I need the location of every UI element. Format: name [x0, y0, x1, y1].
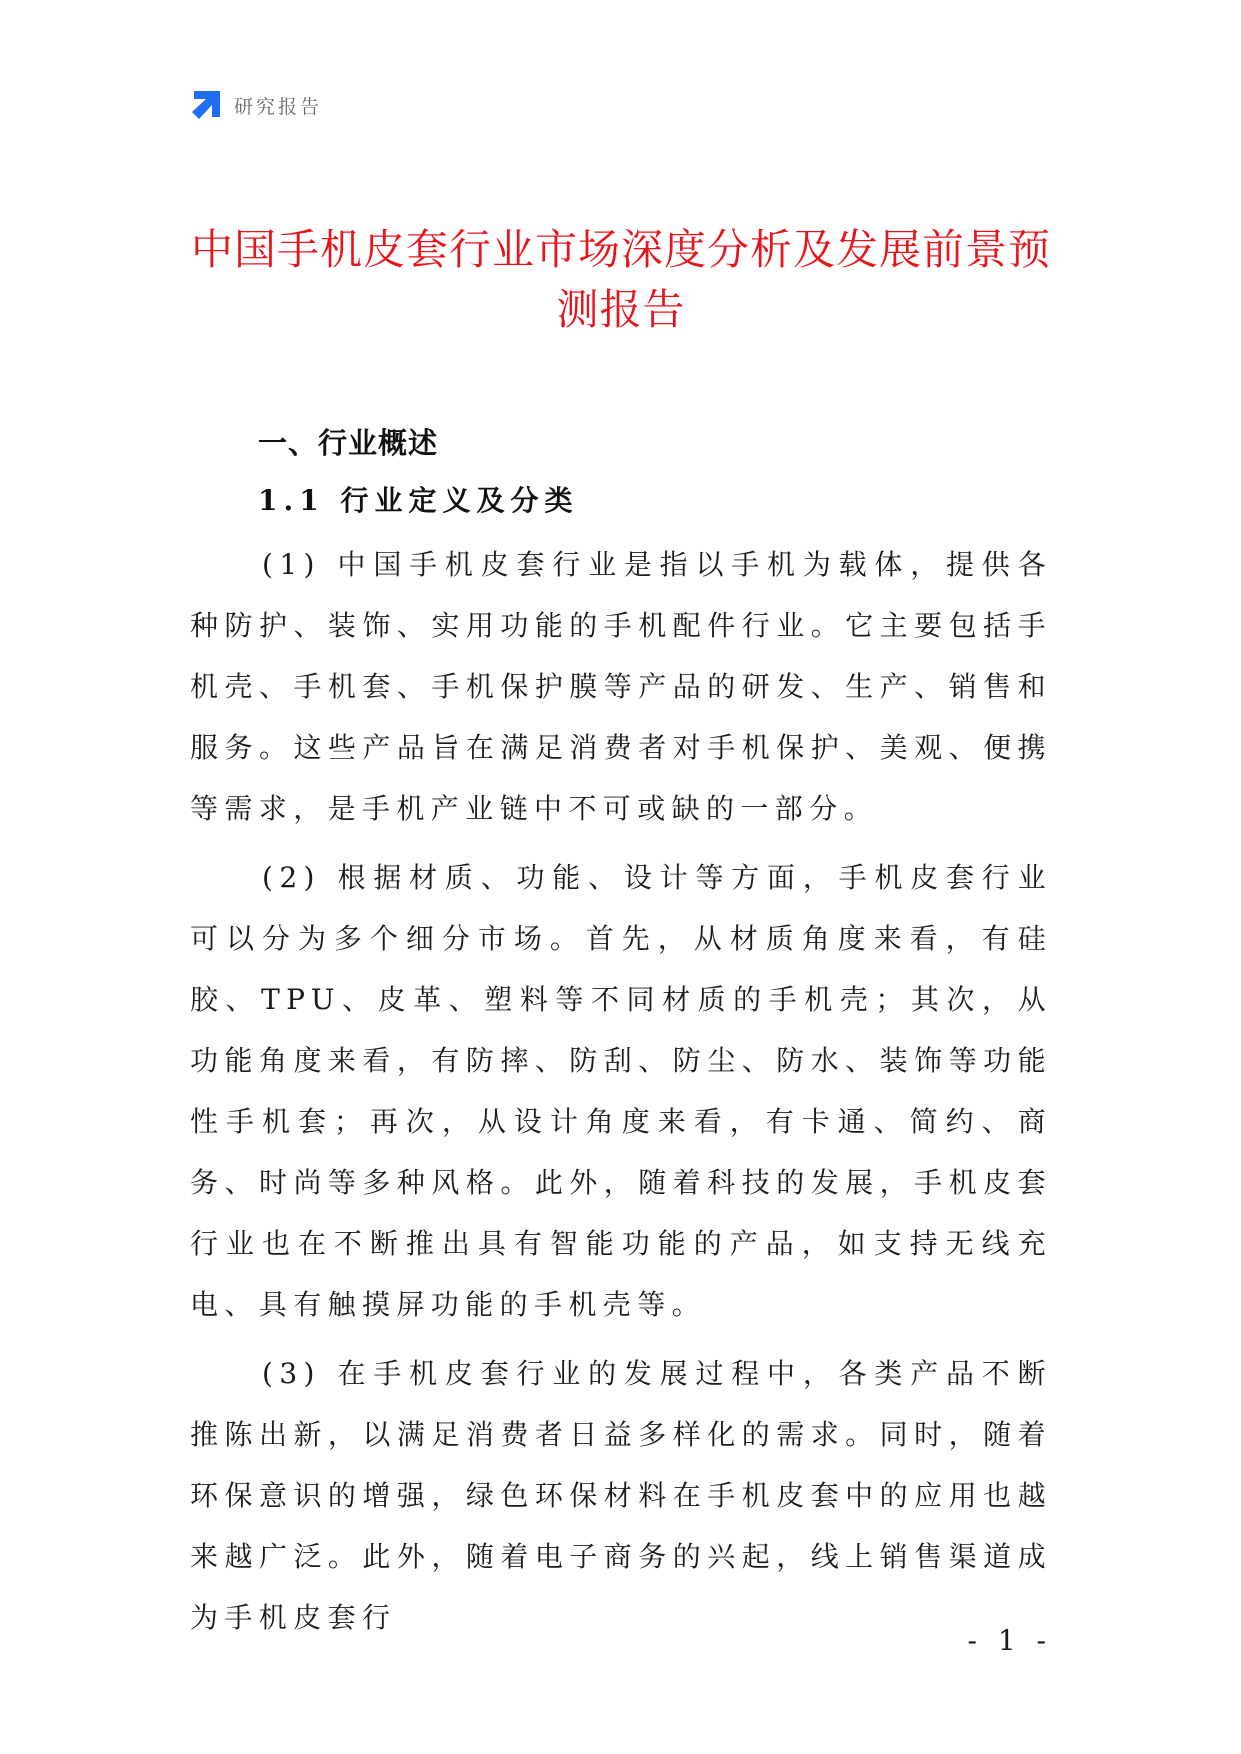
section-heading: 一、行业概述 [258, 426, 439, 460]
paragraph-1: (1) 中国手机皮套行业是指以手机为载体，提供各种防护、装饰、实用功能的手机配件行业。它主要包括手机壳、手机套、手机保护膜等产品的研发、生产、销售和服务。这些产品旨在满足消费者对手机保护、美观、便携等需求，是手机产业链中不可或缺的一部分。 [190, 548, 1052, 825]
arrow-up-right-icon [190, 89, 222, 121]
report-body [190, 418, 1052, 1648]
subsection-heading: 1.1 行业定义及分类 [258, 484, 579, 517]
header-label: 研究报告 [234, 95, 323, 118]
report-header [190, 88, 322, 122]
paragraph-3: (3) 在手机皮套行业的发展过程中，各类产品不断推陈出新，以满足消费者日益多样化的需求。同时，随着环保意识的增强，绿色环保材料在手机皮套中的应用也越来越广泛。此外，随着电子商务的兴起，线上销售渠道成为手机皮套行 [190, 1357, 1052, 1634]
report-title: 中国手机皮套行业市场深度分析及发展前景预测报告 [190, 225, 1051, 334]
paragraph-2: (2) 根据材质、功能、设计等方面，手机皮套行业可以分为多个细分市场。首先，从材质角度来看，有硅胶、TPU、皮革、塑料等不同材质的手机壳；其次，从功能角度来看，有防摔、防刮、防尘、防水、装饰等功能性手机套；再次，从设计角度来看，有卡通、简约、商务、时尚等多种风格。此外，随着科技的发展，手机皮套行业也在不断推出具有智能功能的产品，如支持无线充电、具有触摸屏功能的手机壳等。 [190, 861, 1052, 1321]
page-number: - 1 - [967, 1624, 1052, 1657]
